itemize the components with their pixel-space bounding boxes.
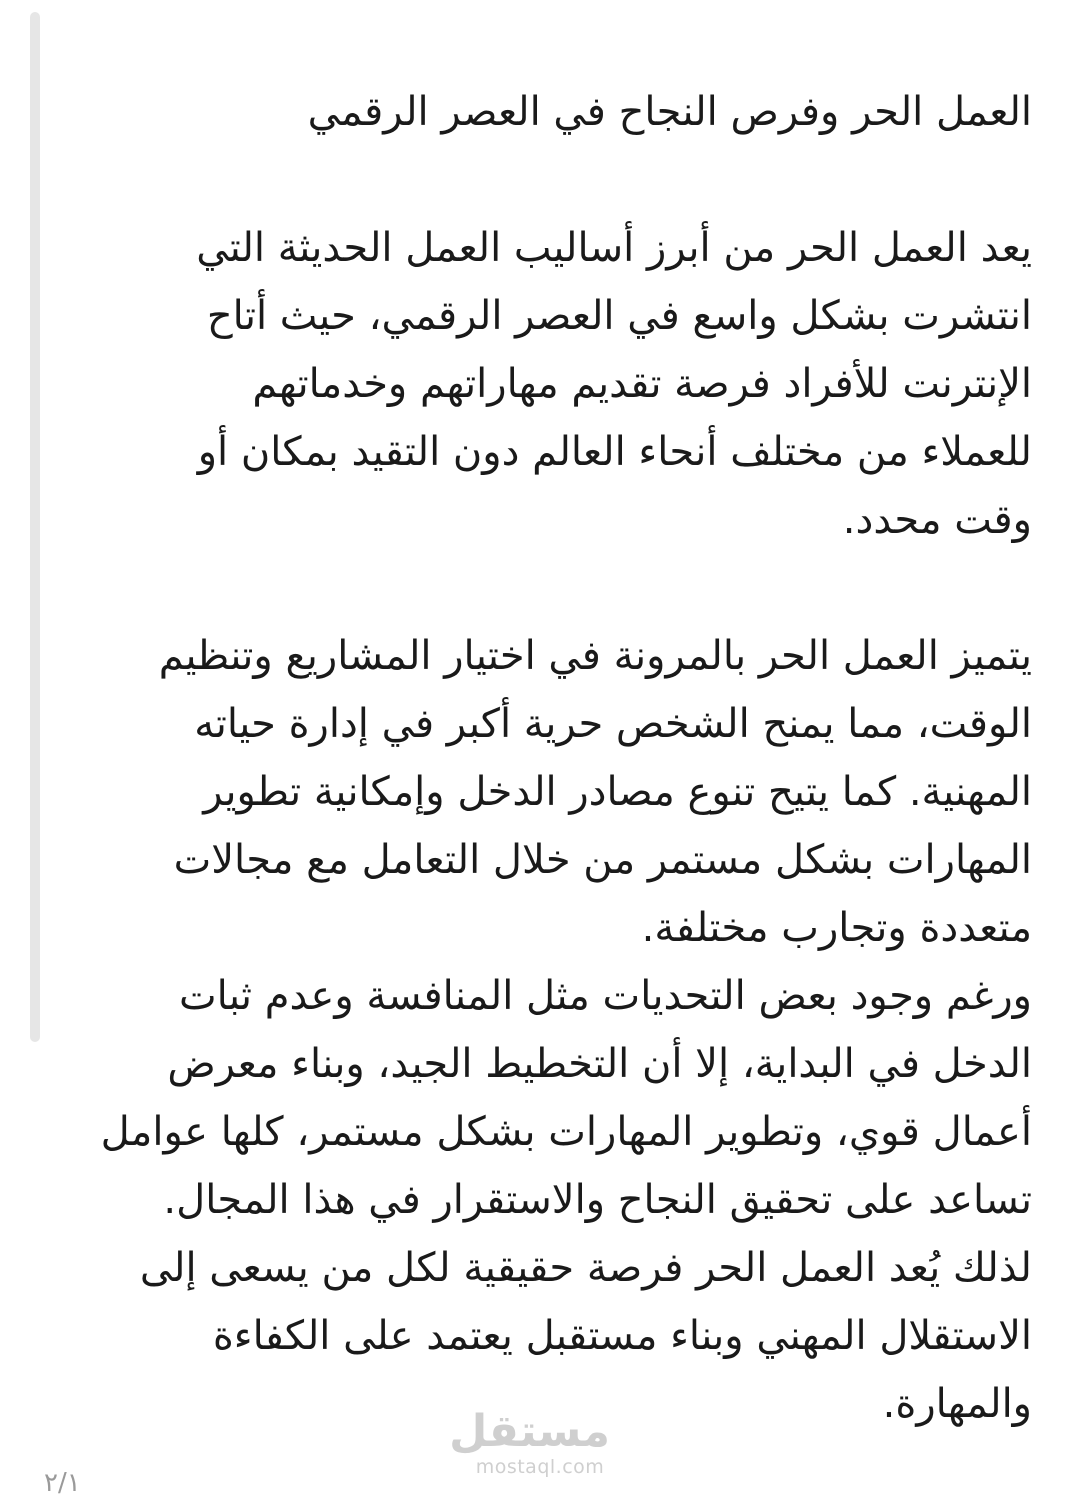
document-title: العمل الحر وفرص النجاح في العصر الرقمي [307,89,1032,135]
page-indicator: ٢/١ [44,1468,81,1498]
scrollbar[interactable] [30,12,40,1042]
document-body [58,78,1032,1438]
paragraph-3: ورغم وجود بعض التحديات مثل المنافسة وعدم ثبات الدخل في البداية، إلا أن التخطيط الجيد، وبناء معرض أعمال قوي، وتطوير المهارات بشكل مستمر، كلها عوامل تساعد على تحقيق النجاح والاستقرار في هذا المجال. [100,973,1032,1223]
paragraph-4: لذلك يُعد العمل الحر فرصة حقيقية لكل من يسعى إلى الاستقلال المهني وبناء مستقبل يعتمد على الكفاءة والمهارة. [139,1245,1032,1427]
paragraph-2: يتميز العمل الحر بالمرونة في اختيار المشاريع وتنظيم الوقت، مما يمنح الشخص حرية أكبر في إدارة حياته المهنية. كما يتيح تنوع مصادر الدخل وإمكانية تطوير المهارات بشكل مستمر من خلال التعامل مع مجالات متعددة وتجارب مختلفة. [158,633,1032,951]
watermark-domain: mostaql.com [475,1456,605,1478]
paragraph-1: يعد العمل الحر من أبرز أساليب العمل الحديثة التي انتشرت بشكل واسع في العصر الرقمي، حيث أتاح الإنترنت للأفراد فرصة تقديم مهاراتهم وخدماتهم للعملاء من مختلف أنحاء العالم دون التقيد بمكان أو وقت محدد. [196,225,1032,543]
watermark-logo-text: مستقل [449,1406,610,1457]
mostaql-watermark [449,1406,610,1478]
